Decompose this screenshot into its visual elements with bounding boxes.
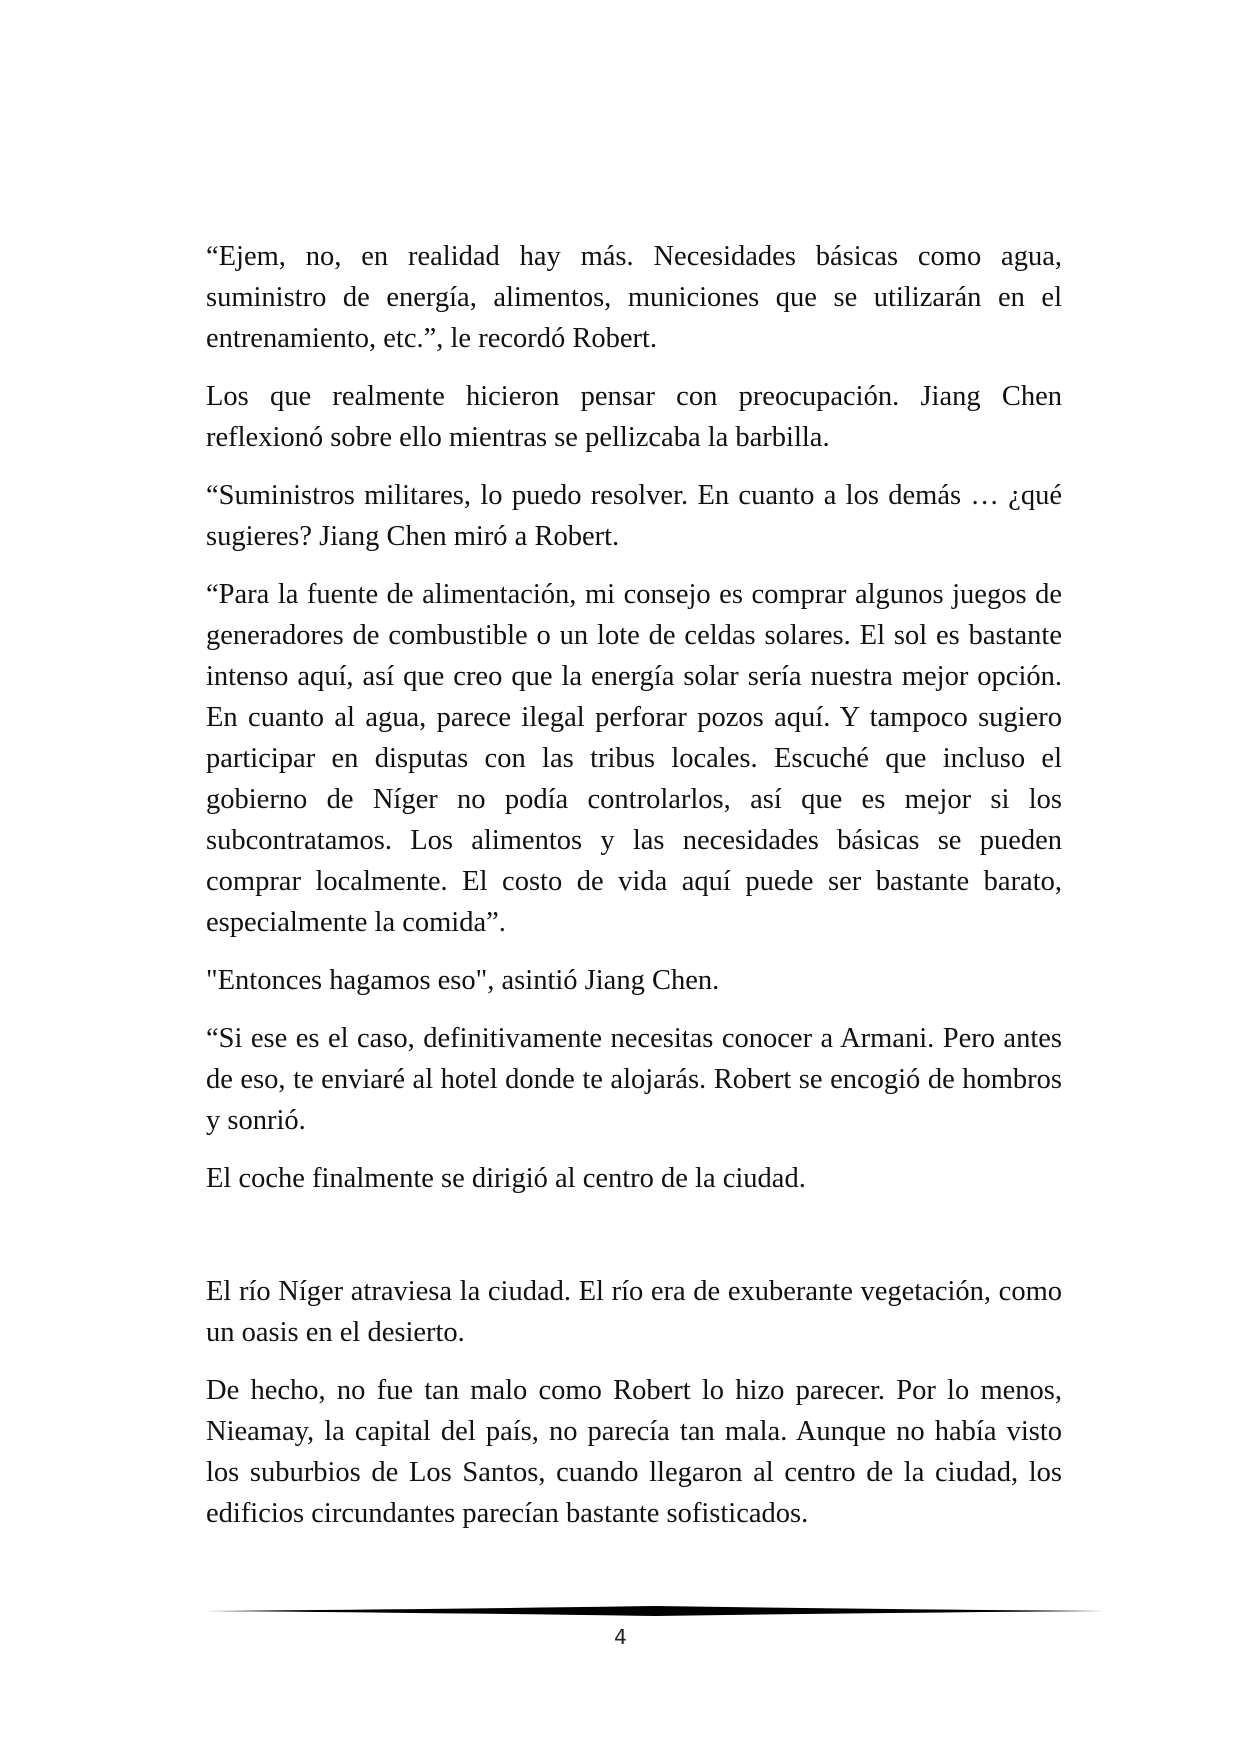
paragraph: De hecho, no fue tan malo como Robert lo hizo parecer. Por lo menos, Nieamay, la capital del país, no parecía tan mala. Aunque no había visto los suburbios de Los Santos, cuando llegaron al centro de la ciudad, los edificios circundantes parecían bastante sofisticados.	[206, 1375, 1062, 1529]
footer-divider	[206, 1604, 1104, 1618]
page-body	[206, 236, 1062, 1551]
paragraph: “Ejem, no, en realidad hay más. Necesidades básicas como agua, suministro de energía, alimentos, municiones que se utilizarán en el entrenamiento, etc.”, le recordó Robert.	[206, 241, 1062, 354]
paragraph: “Para la fuente de alimentación, mi consejo es comprar algunos juegos de generadores de combustible o un lote de celdas solares. El sol es bastante intenso aquí, así que creo que la energía solar sería nuestra mejor opción. En cuanto al agua, parece ilegal perforar pozos aquí. Y tampoco sugiero participar en disputas con las tribus locales. Escuché que incluso el gobierno de Níger no podía controlarlos, así que es mejor si los subcontratamos. Los alimentos y las necesidades básicas se pueden comprar localmente. El costo de vida aquí puede ser bastante barato, especialmente la comida”.	[206, 579, 1062, 938]
paragraph: El río Níger atraviesa la ciudad. El río era de exuberante vegetación, como un oasis en el desierto.	[206, 1276, 1062, 1348]
paragraph: El coche finalmente se dirigió al centro de la ciudad.	[206, 1163, 806, 1194]
paragraph: Los que realmente hicieron pensar con preocupación. Jiang Chen reflexionó sobre ello mientras se pellizcaba la barbilla.	[206, 381, 1062, 453]
paragraph: "Entonces hagamos eso", asintió Jiang Chen.	[206, 965, 720, 996]
page-number: 4	[614, 1625, 627, 1649]
paragraph: “Suministros militares, lo puedo resolver. En cuanto a los demás … ¿qué sugieres? Jiang Chen miró a Robert.	[206, 480, 1062, 552]
paragraph: “Si ese es el caso, definitivamente necesitas conocer a Armani. Pero antes de eso, te enviaré al hotel donde te alojarás. Robert se encogió de hombros y sonrió.	[206, 1023, 1062, 1136]
